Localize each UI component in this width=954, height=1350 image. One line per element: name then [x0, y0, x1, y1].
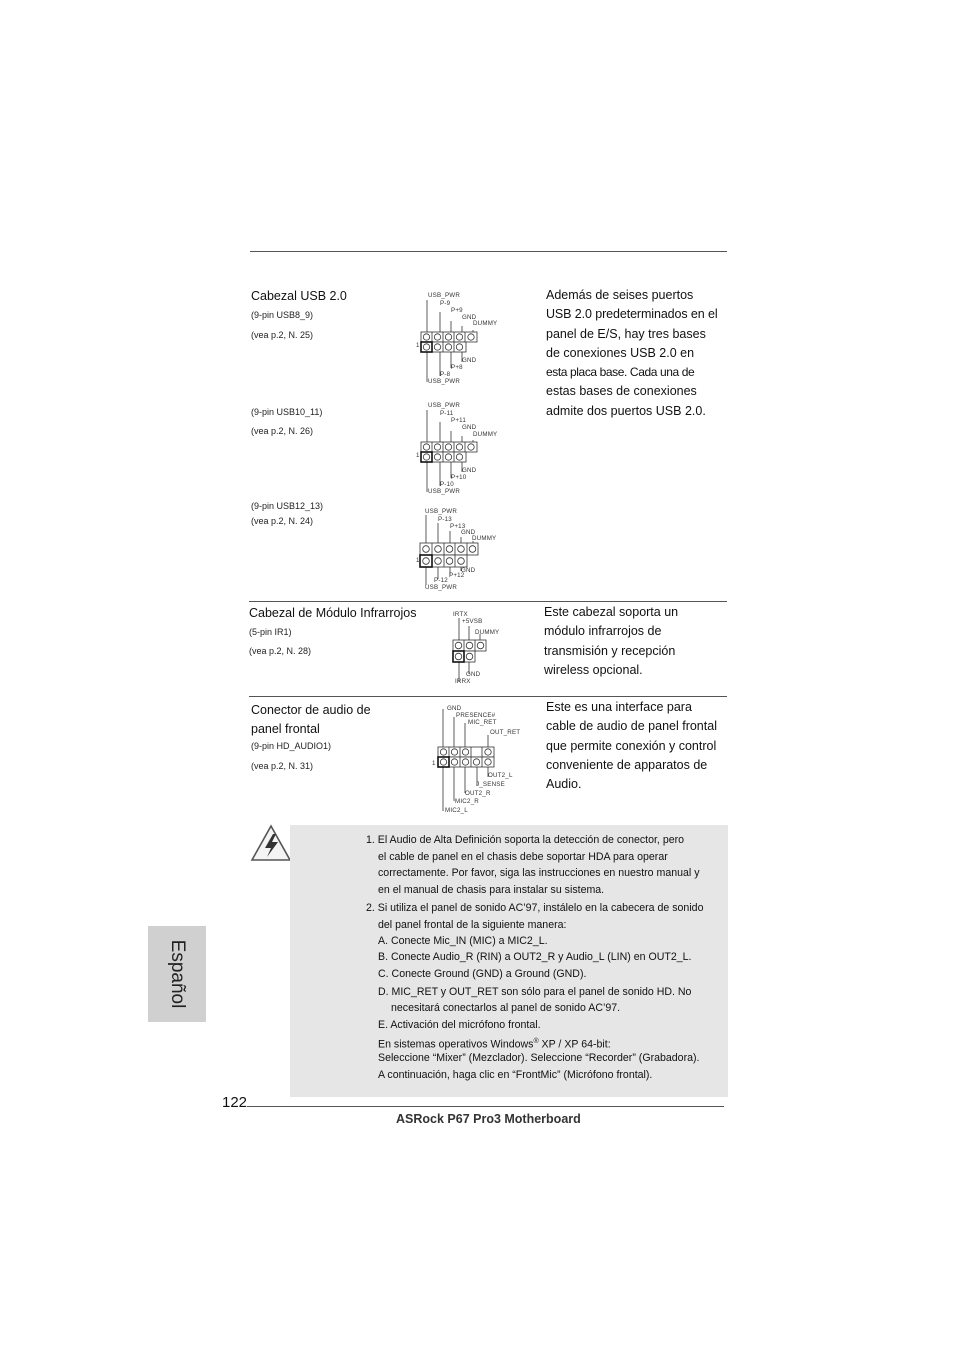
audio-ref-label: (vea p.2, N. 31): [251, 761, 314, 771]
pin-label: DUMMY: [473, 320, 498, 327]
pin-label: P+13: [450, 523, 466, 530]
pin-label: MIC2_R: [455, 798, 479, 805]
section-rule-audio: [249, 696, 727, 697]
pin-label: DUMMY: [473, 431, 498, 438]
pin-label: P-10: [440, 481, 454, 488]
usb10-11-ref-label: (vea p.2, N. 26): [251, 426, 314, 436]
pin-label: P+10: [451, 474, 467, 481]
usb12-13-ref-label: (vea p.2, N. 24): [251, 516, 314, 526]
pin-label: DUMMY: [475, 629, 500, 636]
ir-description: [544, 603, 729, 680]
pin-label: GND: [462, 467, 477, 474]
usb-desc-line: de conexiones USB 2.0 en: [546, 345, 695, 360]
usb12-13-pin-label: (9-pin USB12_13): [251, 501, 324, 511]
pin-label: MIC2_L: [445, 807, 468, 814]
pin-label: OUT2_L: [488, 772, 513, 779]
pin-label: USB_PWR: [428, 488, 460, 495]
ir-header-title: Cabezal de Módulo Infrarrojos: [249, 606, 417, 620]
pin-one-marker: 1: [432, 760, 436, 767]
note-line: correctamente. Por favor, siga las instrucciones en nuestro manual y: [378, 867, 700, 879]
note-text: XP / XP 64-bit:: [538, 1038, 611, 1051]
pin-label: GND: [466, 671, 481, 678]
pin-label: P+11: [451, 417, 466, 424]
audio-title-line: Conector de audio de: [251, 703, 371, 717]
footer-rule: [247, 1106, 724, 1107]
page-number: 122: [222, 1094, 248, 1111]
note-line-windows: [378, 1035, 611, 1052]
pin-label: +5VSB: [462, 618, 483, 625]
pin-label: PRESENCE#: [456, 712, 496, 719]
pin-label: P-12: [434, 577, 448, 584]
pin-label: USB_PWR: [428, 402, 460, 409]
audio-description: [546, 698, 731, 794]
usb8-9-ref-label: (vea p.2, N. 25): [251, 330, 314, 340]
audio-desc-line: cable de audio de panel frontal: [546, 719, 717, 734]
top-rule: [250, 251, 727, 252]
audio-desc-line: Audio.: [546, 777, 582, 792]
footer-product-name: ASRock P67 Pro3 Motherboard: [396, 1112, 581, 1126]
note-line: A. Conecte Mic_IN (MIC) a MIC2_L.: [378, 935, 548, 947]
pin-label: IRRX: [455, 678, 471, 685]
note-line: D. MIC_RET y OUT_RET son sólo para el panel de sonido HD. No: [378, 986, 692, 998]
pin-label: P-8: [440, 371, 451, 378]
note-line: 2. Si utiliza el panel de sonido AC’97, instálelo en la cabecera de sonido: [366, 902, 704, 914]
language-tab-label: Español: [167, 939, 188, 1009]
note-text: En sistemas operativos Windows: [378, 1038, 534, 1051]
pin-label: OUT2_R: [465, 790, 491, 797]
audio-desc-line: que permite conexión y control: [546, 738, 717, 753]
pin-label: GND: [462, 314, 477, 321]
pin-one-marker: 1: [416, 557, 420, 564]
ir-desc-line: wireless opcional.: [544, 662, 643, 677]
usb-description: [546, 286, 731, 421]
audio-header-title: [251, 701, 371, 739]
pin-label: GND: [461, 567, 476, 574]
ir-pin-label: (5-pin IR1): [249, 627, 292, 637]
usb-desc-line: USB 2.0 predeterminados en el: [546, 307, 718, 322]
usb10-11-pin-label: (9-pin USB10_11): [251, 407, 323, 417]
note-line: necesitará conectarlos al panel de sonido AC’97.: [391, 1002, 621, 1014]
pin-label: IRTX: [453, 611, 468, 618]
note-line: del panel frontal de la siguiente manera:: [378, 919, 567, 931]
pin-label: P+12: [449, 572, 465, 579]
section-rule-ir: [249, 601, 727, 602]
pin-label: DUMMY: [472, 535, 497, 542]
pin-label: GND: [447, 705, 462, 712]
language-side-tab: [148, 926, 206, 1022]
usb-desc-line: panel de E/S, hay tres bases: [546, 326, 706, 341]
registered-mark: ®: [533, 1038, 539, 1045]
pin-label: USB_PWR: [428, 292, 460, 299]
pin-one-marker: 1: [416, 452, 420, 459]
warning-icon: [250, 824, 292, 864]
pin-label: P-11: [440, 410, 454, 417]
note-line: Seleccione “Mixer” (Mezclador). Seleccione “Recorder” (Grabadora).: [378, 1052, 700, 1064]
pin-label: MIC_RET: [468, 719, 497, 726]
pin-label: GND: [462, 357, 477, 364]
usb-header-title: Cabezal USB 2.0: [251, 289, 347, 303]
usb8-9-pin-label: (9-pin USB8_9): [251, 310, 314, 320]
usb-desc-line: Además de seises puertos: [546, 288, 694, 302]
usb-desc-line: admite dos puertos USB 2.0.: [546, 403, 706, 418]
note-line: B. Conecte Audio_R (RIN) a OUT2_R y Audio_L (LIN) en OUT2_L.: [378, 951, 692, 963]
pin-label: GND: [462, 424, 477, 431]
pin-label: USB_PWR: [425, 508, 457, 515]
pin-label: P-13: [438, 516, 452, 523]
note-line: el cable de panel en el chasis debe soportar HDA para operar: [378, 851, 668, 863]
note-line: A continuación, haga clic en “FrontMic” (Micrófono frontal).: [378, 1069, 653, 1081]
audio-title-line: panel frontal: [251, 722, 320, 736]
note-line: en el manual de chasis para instalar su sistema.: [378, 884, 605, 896]
ir-desc-line: módulo infrarrojos de: [544, 624, 662, 639]
audio-pin-label: (9-pin HD_AUDIO1): [251, 741, 332, 751]
note-line: C. Conecte Ground (GND) a Ground (GND).: [378, 968, 587, 980]
pin-label: J_SENSE: [476, 781, 505, 788]
pin-label: P+8: [451, 364, 463, 371]
pin-one-marker: 1: [416, 342, 420, 349]
audio-desc-line: conveniente de apparatos de: [546, 757, 708, 772]
pin-label: P+9: [451, 307, 463, 314]
pin-label: USB_PWR: [425, 584, 457, 591]
ir-desc-line: transmisión y recepción: [544, 643, 676, 658]
note-line: E. Activación del micrófono frontal.: [378, 1019, 541, 1031]
note-line: 1. El Audio de Alta Definición soporta la detección de conector, pero: [366, 834, 685, 846]
audio-desc-line: Este es una interface para: [546, 700, 692, 714]
pin-label: P-9: [440, 300, 451, 307]
pin-label: GND: [461, 529, 476, 536]
pin-label: OUT_RET: [490, 729, 521, 736]
ir-desc-line: Este cabezal soporta un: [544, 605, 679, 619]
usb-desc-line: esta placa base. Cada una de: [546, 365, 695, 380]
ir-ref-label: (vea p.2, N. 28): [249, 646, 312, 656]
usb-desc-line: estas bases de conexiones: [546, 384, 697, 399]
pin-label: USB_PWR: [428, 378, 460, 385]
